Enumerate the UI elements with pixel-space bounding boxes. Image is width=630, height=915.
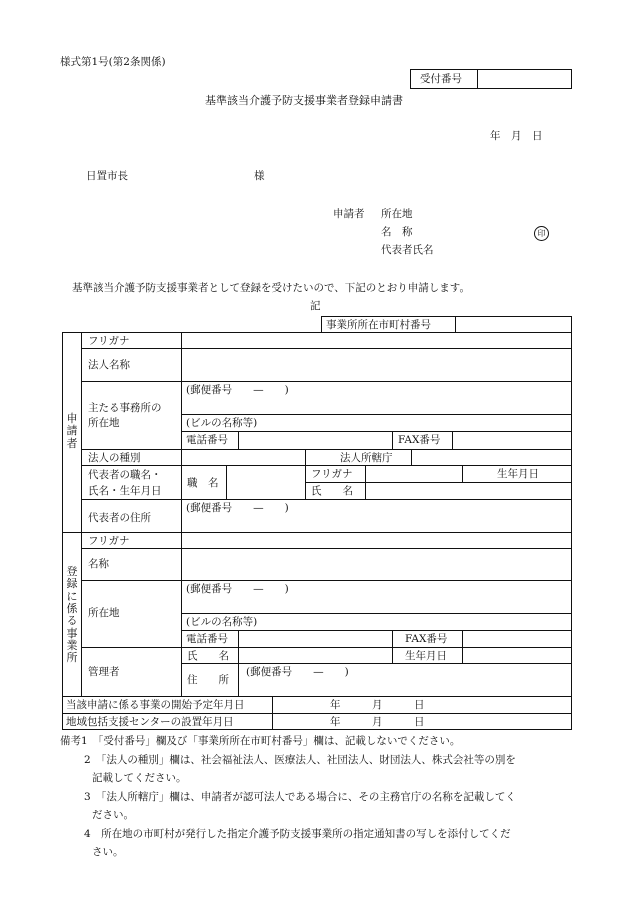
applicant-label: 申請者 <box>333 208 365 220</box>
fax-label: FAX番号 <box>398 434 441 446</box>
note-3b: ださい。 <box>92 809 134 821</box>
rep-postal-code-label: (郵便番号 — ) <box>186 502 289 514</box>
office-tel-label: 電話番号 <box>186 633 228 645</box>
main-office-label-2: 所在地 <box>88 417 120 429</box>
form-number: 様式第1号(第2条関係) <box>60 56 166 68</box>
representative-name-label: 代表者氏名 <box>381 244 434 256</box>
position-label: 職 名 <box>187 477 219 489</box>
postal-code-label: (郵便番号 — ) <box>186 384 289 396</box>
form-title: 基準該当介護予防支援事業者登録申請書 <box>205 94 403 107</box>
date-line: 年 月 日 <box>490 130 543 142</box>
office-name-label: 名称 <box>88 558 109 570</box>
note-4a: 4 所在地の市町村が発行した指定介護予防支援事業所の指定通知書の写しを添付してくだ <box>84 828 511 840</box>
office-furigana-label: フリガナ <box>88 535 130 547</box>
office-address-label: 所在地 <box>88 607 120 619</box>
start-date-label: 当該申請に係る事業の開始予定年月日 <box>66 699 245 711</box>
note-2b: 記載してください。 <box>92 772 187 784</box>
ki-mark: 記 <box>310 300 321 312</box>
rep-address-label: 代表者の住所 <box>88 512 151 524</box>
applicant-address-label: 所在地 <box>381 208 413 220</box>
furigana-label: フリガナ <box>88 335 130 347</box>
building-name-label: (ビルの名称等) <box>186 417 258 429</box>
corp-authority-label: 法人所轄庁 <box>340 452 393 464</box>
honorific: 様 <box>254 170 265 182</box>
office-municipal-number-label: 事業所所在市町村番号 <box>326 319 431 331</box>
note-1: 備考1 「受付番号」欄及び「事業所所在市町村番号」欄は、記載しないでください。 <box>60 735 461 747</box>
rep-furigana-label: フリガナ <box>311 468 353 480</box>
rep-name-label: 氏 名 <box>311 485 353 497</box>
manager-label: 管理者 <box>88 666 120 678</box>
receipt-number-label: 受付番号 <box>420 73 462 85</box>
manager-name-label: 氏 名 <box>187 650 229 662</box>
rep-title-label-1: 代表者の職名・ <box>88 469 162 481</box>
note-2a: 2 「法人の種別」欄は、社会福祉法人、医療法人、社団法人、財団法人、株式会社等の別を <box>84 754 516 766</box>
note-3a: 3 「法人所轄庁」欄は、申請者が認可法人である場合に、その主務官庁の名称を記載してく <box>84 791 516 803</box>
section-label-registered-office: 登 録 に 係 る 事 業 所 <box>66 565 78 665</box>
manager-address-label: 住 所 <box>187 674 229 686</box>
rep-title-label-2: 氏名・生年月日 <box>88 485 162 497</box>
main-office-label-1: 主たる事務所の <box>88 402 162 414</box>
center-date-ymd: 年 月 日 <box>330 716 425 728</box>
office-building-name-label: (ビルの名称等) <box>186 616 258 628</box>
rep-dob-label: 生年月日 <box>497 468 539 480</box>
tel-label: 電話番号 <box>186 434 228 446</box>
corp-name-label: 法人名称 <box>88 359 130 371</box>
intro-text: 基準該当介護予防支援事業者として登録を受けたいので、下記のとおり申請します。 <box>72 282 470 294</box>
addressee: 日置市長 <box>86 170 128 182</box>
manager-postal-code-label: (郵便番号 — ) <box>246 666 349 678</box>
office-postal-code-label: (郵便番号 — ) <box>186 583 289 595</box>
manager-dob-label: 生年月日 <box>405 650 447 662</box>
center-date-label: 地域包括支援センターの設置年月日 <box>66 716 234 728</box>
start-date-ymd: 年 月 日 <box>330 699 425 711</box>
seal-mark-icon: 印 <box>534 226 549 241</box>
corp-type-label: 法人の種別 <box>88 452 141 464</box>
section-label-applicant: 申 請 者 <box>66 412 78 450</box>
applicant-name-label: 名 称 <box>381 226 413 238</box>
note-4b: さい。 <box>92 846 124 858</box>
office-fax-label: FAX番号 <box>405 633 448 645</box>
